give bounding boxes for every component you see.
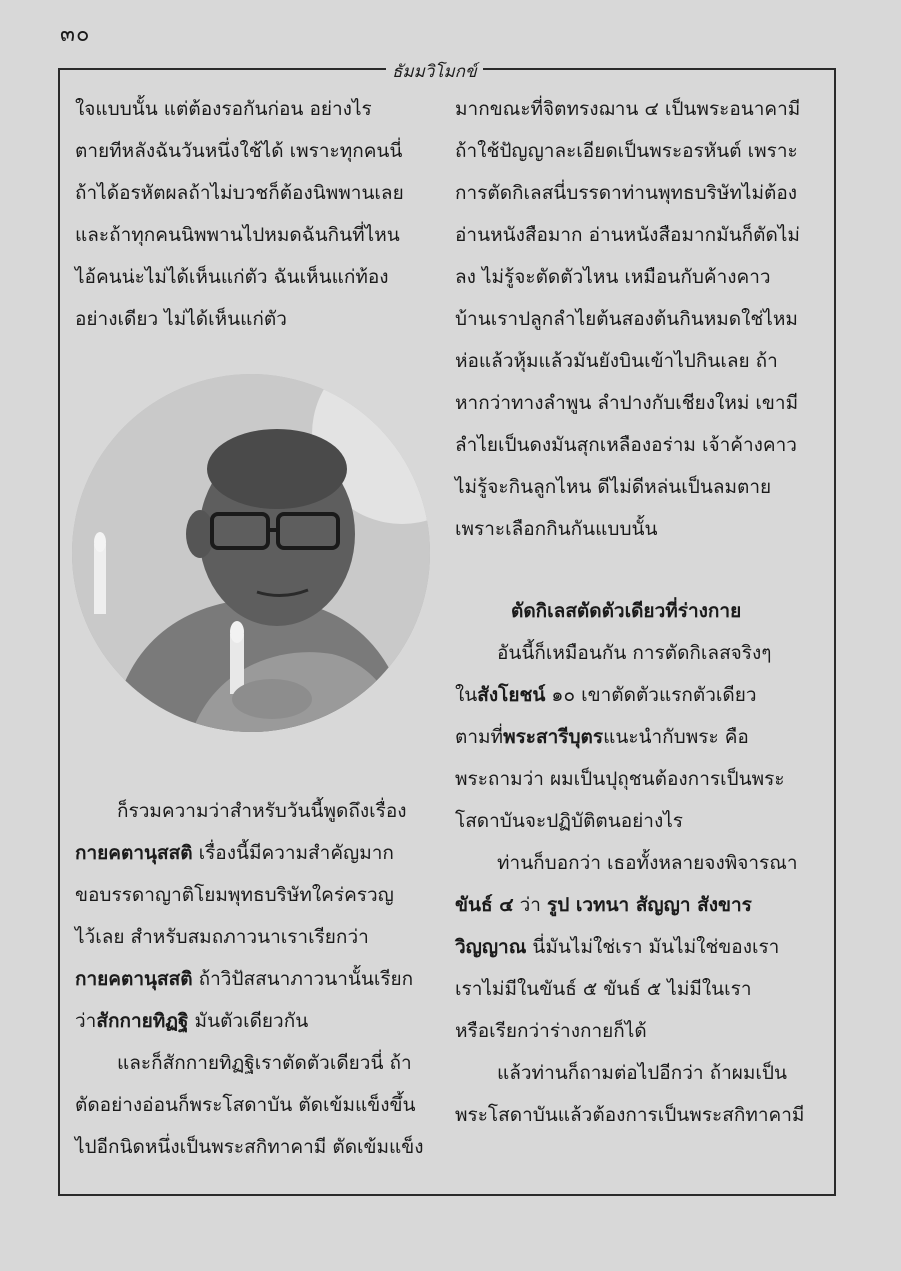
left-column-top — [75, 88, 435, 340]
text-line: ไว้เลย สำหรับสมถภาวนาเราเรียกว่า — [75, 926, 369, 948]
text-span: ใน — [455, 684, 478, 706]
text-line: หรือเรียกว่าร่างกายก็ได้ — [455, 1020, 647, 1042]
text-line: หากว่าทางลำพูน ลำปางกับเชียงใหม่ เขามี — [455, 392, 799, 414]
text-line: ขอบรรดาญาติโยมพุทธบริษัทใคร่ครวญ — [75, 884, 394, 906]
text-line: ตายทีหลังฉันวันหนึ่งใช้ได้ เพราะทุกคนนี่ — [75, 140, 403, 162]
text-line — [455, 926, 815, 968]
text-line: แล้วท่านก็ถามต่อไปอีกว่า ถ้าผมเป็น — [497, 1062, 787, 1084]
text-line — [75, 958, 435, 1000]
monk-portrait-photo — [72, 374, 430, 732]
text-line: และก็สักกายทิฏฐิเราตัดตัวเดียวนี่ ถ้า — [117, 1052, 412, 1074]
text-span: ๑๐ เขาตัดตัวแรกตัวเดียว — [545, 684, 757, 706]
bold-term: วิญญาณ — [455, 936, 527, 958]
text-line: ไม่รู้จะกินลูกไหน ดีไม่ดีหล่นเป็นลมตาย — [455, 476, 772, 498]
text-line — [75, 832, 435, 874]
text-line: การตัดกิเลสนี่บรรดาท่านพุทธบริษัทไม่ต้อง — [455, 182, 798, 204]
text-line — [455, 674, 815, 716]
text-line: และถ้าทุกคนนิพพานไปหมดฉันกินที่ไหน — [75, 224, 400, 246]
text-line — [455, 716, 815, 758]
text-span: เรื่องนี้มีความสำคัญมาก — [192, 842, 394, 864]
left-column-bottom — [75, 790, 435, 1168]
bold-term: รูป เวทนา สัญญา สังขาร — [547, 894, 752, 916]
bold-term: กายคตานุสสติ — [75, 842, 193, 864]
text-line: อ่านหนังสือมาก อ่านหนังสือมากมันก็ตัดไม่ — [455, 224, 800, 246]
bold-term: พระสารีบุตร — [503, 726, 604, 748]
running-title: ธัมมวิโมกข์ — [386, 58, 483, 85]
page-number: ๓๐ — [60, 22, 91, 47]
bold-term: สักกายทิฏฐิ — [96, 1010, 189, 1032]
text-line: ใจแบบนั้น แต่ต้องรอกันก่อน อย่างไร — [75, 98, 372, 120]
text-line: ท่านก็บอกว่า เธอทั้งหลายจงพิจารณา — [497, 852, 798, 874]
text-line: ก็รวมความว่าสำหรับวันนี้พูดถึงเรื่อง — [117, 800, 407, 822]
text-line: พระถามว่า ผมเป็นปุถุชนต้องการเป็นพระ — [455, 768, 785, 790]
text-span: ตามที่ — [455, 726, 504, 748]
text-span: นี่มันไม่ใช่เรา มันไม่ใช่ของเรา — [526, 936, 780, 958]
text-line: ลง ไม่รู้จะตัดตัวไหน เหมือนกับค้างคาว — [455, 266, 771, 288]
text-line — [75, 1000, 435, 1042]
text-line: บ้านเราปลูกลำไยต้นสองต้นกินหมดใช่ไหม — [455, 308, 798, 330]
text-line — [455, 884, 815, 926]
text-span: ถ้าวิปัสสนาภาวนานั้นเรียก — [192, 968, 414, 990]
text-line: พระโสดาบันแล้วต้องการเป็นพระสกิทาคามี — [455, 1104, 805, 1126]
text-line: เพราะเลือกกินกันแบบนั้น — [455, 518, 658, 540]
text-span: ว่า — [75, 1010, 97, 1032]
text-line: อย่างเดียว ไม่ได้เห็นแก่ตัว — [75, 308, 287, 330]
text-line: ลำไยเป็นดงมันสุกเหลืองอร่าม เจ้าค้างคาว — [455, 434, 797, 456]
text-line: ถ้าได้อรหัตผลถ้าไม่บวชก็ต้องนิพพานเลย — [75, 182, 404, 204]
text-line: มากขณะที่จิตทรงฌาน ๔ เป็นพระอนาคามี — [455, 98, 801, 120]
text-line: ห่อแล้วหุ้มแล้วมันยังบินเข้าไปกินเลย ถ้า — [455, 350, 778, 372]
section-heading: ตัดกิเลสตัดตัวเดียวที่ร่างกาย — [511, 600, 742, 622]
text-line: ตัดอย่างอ่อนก็พระโสดาบัน ตัดเข้มแข็งขึ้น — [75, 1094, 416, 1116]
right-column — [455, 88, 815, 1136]
text-line: เราไม่มีในขันธ์ ๕ ขันธ์ ๕ ไม่มีในเรา — [455, 978, 752, 1000]
bold-term: กายคตานุสสติ — [75, 968, 193, 990]
text-line: ไอ้คนน่ะไม่ได้เห็นแก่ตัว ฉันเห็นแก่ท้อง — [75, 266, 389, 288]
text-line: โสดาบันจะปฏิบัติตนอย่างไร — [455, 810, 683, 832]
text-span: มันตัวเดียวกัน — [188, 1010, 309, 1032]
text-span: แนะนำกับพระ คือ — [603, 726, 749, 748]
text-span: ว่า — [513, 894, 547, 916]
text-line: อันนี้ก็เหมือนกัน การตัดกิเลสจริงๆ — [497, 642, 772, 664]
bold-term: สังโยชน์ — [477, 684, 546, 706]
portrait-illustration — [72, 374, 430, 732]
text-line: ไปอีกนิดหนึ่งเป็นพระสกิทาคามี ตัดเข้มแข็ง — [75, 1136, 424, 1158]
text-line: ถ้าใช้ปัญญาละเอียดเป็นพระอรหันต์ เพราะ — [455, 140, 798, 162]
bold-term: ขันธ์ ๔ — [455, 894, 514, 916]
